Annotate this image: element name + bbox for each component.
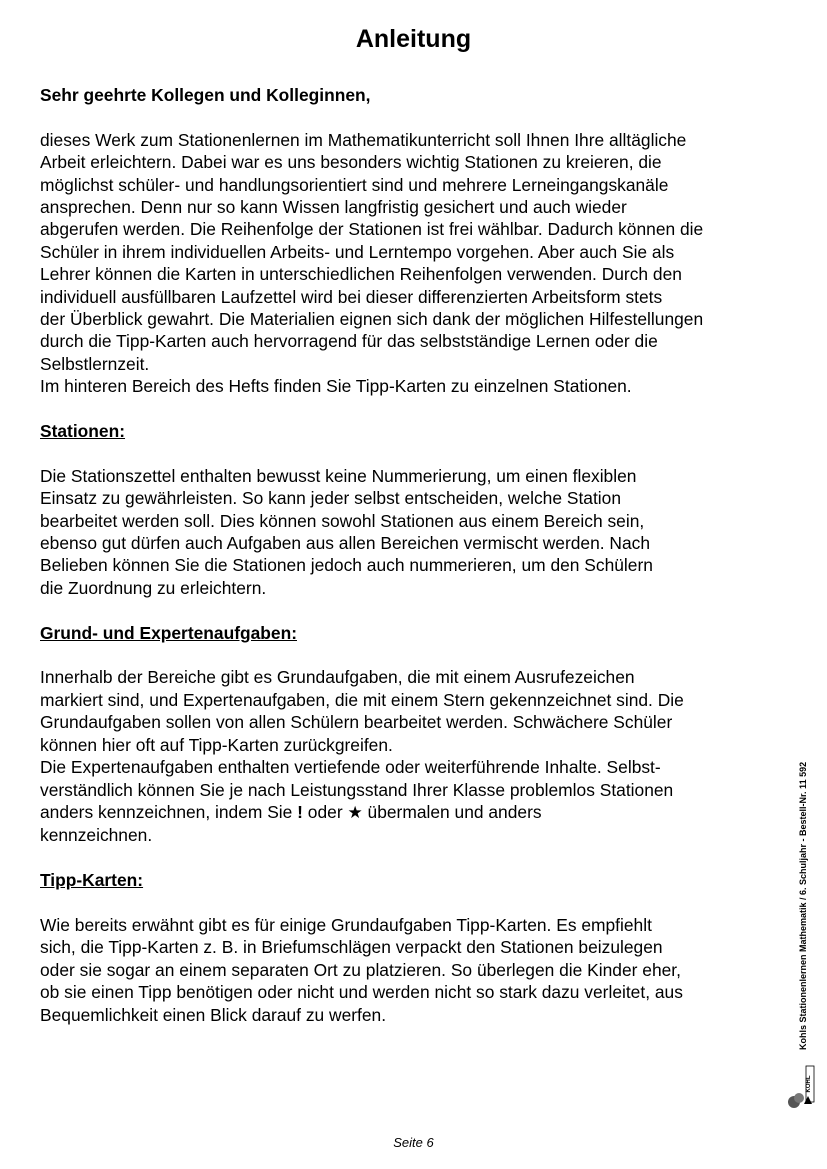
salutation: Sehr geehrte Kollegen und Kolleginnen, <box>40 85 371 105</box>
logo-text: KOHL <box>806 1075 812 1093</box>
text-line: Innerhalb der Bereiche gibt es Grundaufgaben, die mit einem Ausrufezeichen <box>40 667 635 688</box>
section-heading-grundaufgaben: Grund- und Expertenaufgaben: <box>40 622 297 643</box>
text-line: Selbstlernzeit. <box>40 353 150 374</box>
text-line-with-symbols <box>40 801 785 824</box>
exclamation-mark-icon: ! <box>297 801 303 822</box>
text-line: die Zuordnung zu erleichtern. <box>40 577 267 598</box>
text-line: individuell ausfüllbaren Laufzettel wird bei dieser differenzierten Arbeitsform stets <box>40 286 663 307</box>
text-line: der Überblick gewahrt. Die Materialien eignen sich dank der möglichen Hilfestellungen <box>40 309 704 330</box>
text-line: Lehrer können die Karten in unterschiedlichen Reihenfolgen verwenden. Durch den <box>40 264 682 285</box>
text-line: dieses Werk zum Stationenlernen im Mathematikunterricht soll Ihnen Ihre alltägliche <box>40 129 687 150</box>
text-line: ob sie einen Tipp benötigen oder nicht und werden nicht so stark dazu verleitet, aus <box>40 982 683 1003</box>
page-title: Anleitung <box>355 25 472 53</box>
text-segment: anders kennzeichnen, indem Sie <box>40 801 298 822</box>
text-line: Einsatz zu gewährleisten. So kann jeder selbst entscheiden, welche Station <box>40 488 621 509</box>
text-line: Grundaufgaben sollen von allen Schülern bearbeitet werden. Schwächere Schüler <box>40 712 673 733</box>
text-segment: oder <box>302 801 348 822</box>
tipp-karten-paragraph <box>40 914 785 1026</box>
star-icon: ★ <box>347 802 363 822</box>
page-number: Seite 6 <box>393 1135 434 1150</box>
intro-paragraph <box>40 129 785 398</box>
text-line: sich, die Tipp-Karten z. B. in Briefumschlägen verpackt den Stationen beizulegen <box>40 937 663 958</box>
text-line: Schüler in ihrem individuellen Arbeits- und Lerntempo vorgehen. Aber auch Sie als <box>40 241 675 262</box>
text-line: abgerufen werden. Die Reihenfolge der Stationen ist frei wählbar. Dadurch können die <box>40 219 704 240</box>
text-line: Bequemlichkeit einen Blick darauf zu werfen. <box>40 1004 387 1025</box>
text-segment: übermalen und anders <box>362 801 542 822</box>
text-line: durch die Tipp-Karten auch hervorragend für das selbstständige Lernen oder die <box>40 331 658 352</box>
section-heading-tipp-karten: Tipp-Karten: <box>40 870 144 891</box>
text-line: oder sie sogar an einem separaten Ort zu platzieren. So überlegen die Kinder eher, <box>40 959 681 980</box>
text-line: ansprechen. Denn nur so kann Wissen langfristig gesichert und auch wieder <box>40 197 627 218</box>
text-line: bearbeitet werden soll. Dies können sowohl Stationen aus einem Bereich sein, <box>40 510 645 531</box>
text-line: können hier oft auf Tipp-Karten zurückgreifen. <box>40 734 393 755</box>
text-line: ebenso gut dürfen auch Aufgaben aus allen Bereichen vermischt werden. Nach <box>40 533 651 554</box>
text-line: möglichst schüler- und handlungsorientiert sind und mehrere Lerneingangskanäle <box>40 174 669 195</box>
stationen-paragraph <box>40 465 785 599</box>
text-line: Die Stationszettel enthalten bewusst keine Nummerierung, um einen flexiblen <box>40 465 637 486</box>
side-publication-info: Kohls Stationenlernen Mathematik / 6. Schuljahr - Bestell-Nr. 11 592 <box>798 761 808 1050</box>
text-line: markiert sind, und Expertenaufgaben, die mit einem Stern gekennzeichnet sind. Die <box>40 689 684 710</box>
side-margin <box>776 690 816 1115</box>
text-line: Im hinteren Bereich des Hefts finden Sie Tipp-Karten zu einzelnen Stationen. <box>40 376 632 397</box>
text-line: verständlich können Sie je nach Leistungsstand Ihrer Klasse problemlos Stationen <box>40 779 674 800</box>
text-line: kennzeichnen. <box>40 825 153 846</box>
document-body <box>40 84 785 1026</box>
text-line: Arbeit erleichtern. Dabei war es uns besonders wichtig Stationen zu kreieren, die <box>40 152 662 173</box>
publisher-logo-icon <box>786 1060 816 1110</box>
grundaufgaben-paragraph <box>40 666 785 846</box>
text-line: Die Expertenaufgaben enthalten vertiefende oder weiterführende Inhalte. Selbst- <box>40 757 661 778</box>
section-heading-stationen: Stationen: <box>40 421 126 442</box>
text-line: Belieben können Sie die Stationen jedoch auch nummerieren, um den Schülern <box>40 555 653 576</box>
text-line: Wie bereits erwähnt gibt es für einige Grundaufgaben Tipp-Karten. Es empfiehlt <box>40 914 652 935</box>
